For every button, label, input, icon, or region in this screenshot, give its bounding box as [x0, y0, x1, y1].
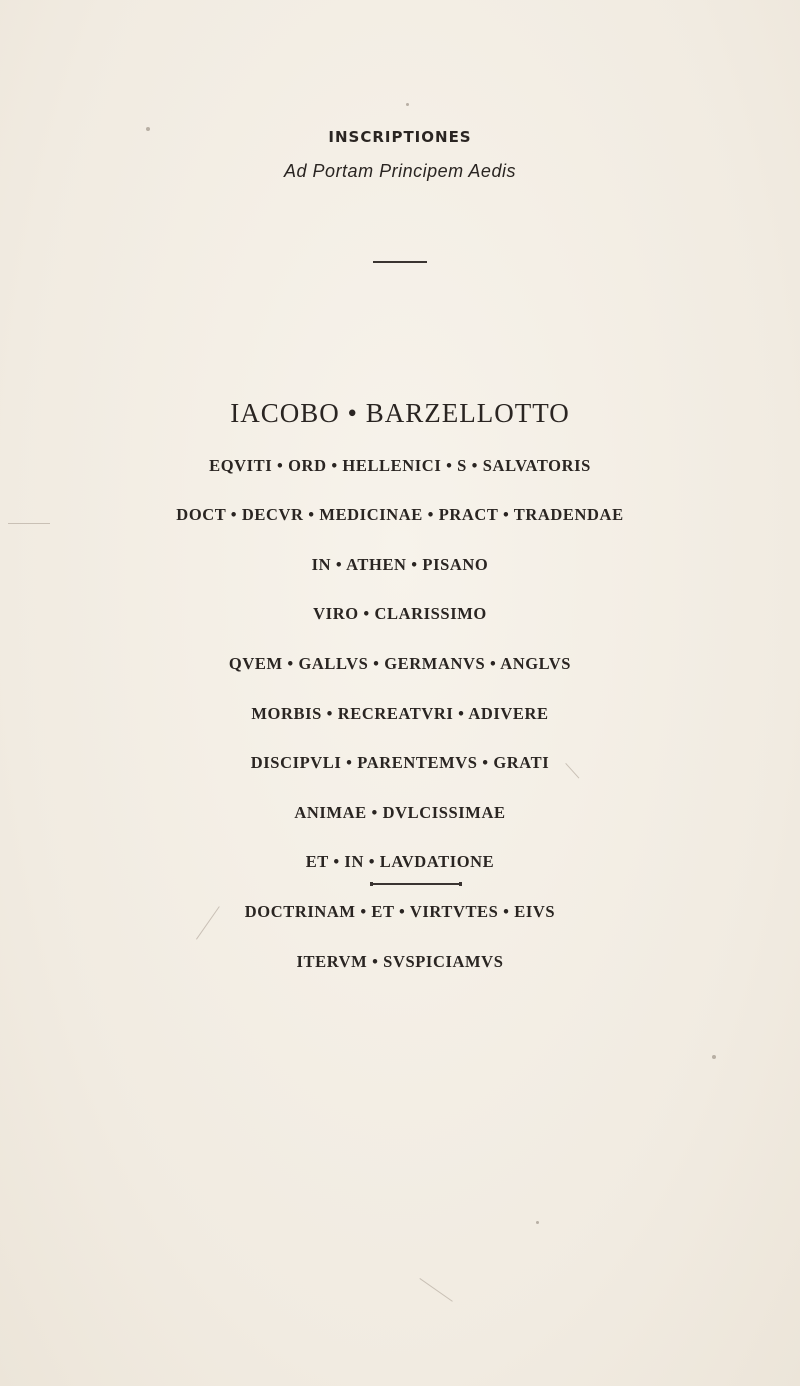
paper-speck — [406, 103, 409, 106]
inscription-line: ET • IN • LAVDATIONE — [305, 852, 495, 871]
inscription-line: VIRO • CLARISSIMO — [313, 604, 487, 623]
page-title: INSCRIPTIONES — [328, 128, 472, 146]
paper-speck — [536, 1221, 539, 1224]
inscription-line: IN • ATHEN • PISANO — [311, 555, 489, 574]
inscription-heading: IACOBO • BARZELLOTTO — [230, 398, 570, 428]
inscription-line: ANIMAE • DVLCISSIMAE — [294, 803, 506, 822]
page-subtitle: Ad Portam Principem Aedis — [284, 161, 516, 181]
top-divider-rule — [373, 261, 427, 263]
inscription-line: DOCTRINAM • ET • VIRTVTES • EIVS — [244, 902, 556, 921]
inscription-line: QVEM • GALLVS • GERMANVS • ANGLVS — [228, 654, 572, 673]
bottom-divider-rule — [372, 883, 460, 885]
paper-scratch — [419, 1278, 452, 1302]
inscription-line: EQVITI • ORD • HELLENICI • S • SALVATORIS — [209, 456, 591, 475]
inscription-line: MORBIS • RECREATVRI • ADIVERE — [251, 704, 549, 723]
paper-speck — [712, 1055, 716, 1059]
inscription-line: ITERVM • SVSPICIAMVS — [296, 952, 504, 971]
inscription-line: DOCT • DECVR • MEDICINAE • PRACT • TRADENDAE — [176, 505, 624, 524]
inscription-line: DISCIPVLI • PARENTEMVS • GRATI — [250, 753, 550, 772]
